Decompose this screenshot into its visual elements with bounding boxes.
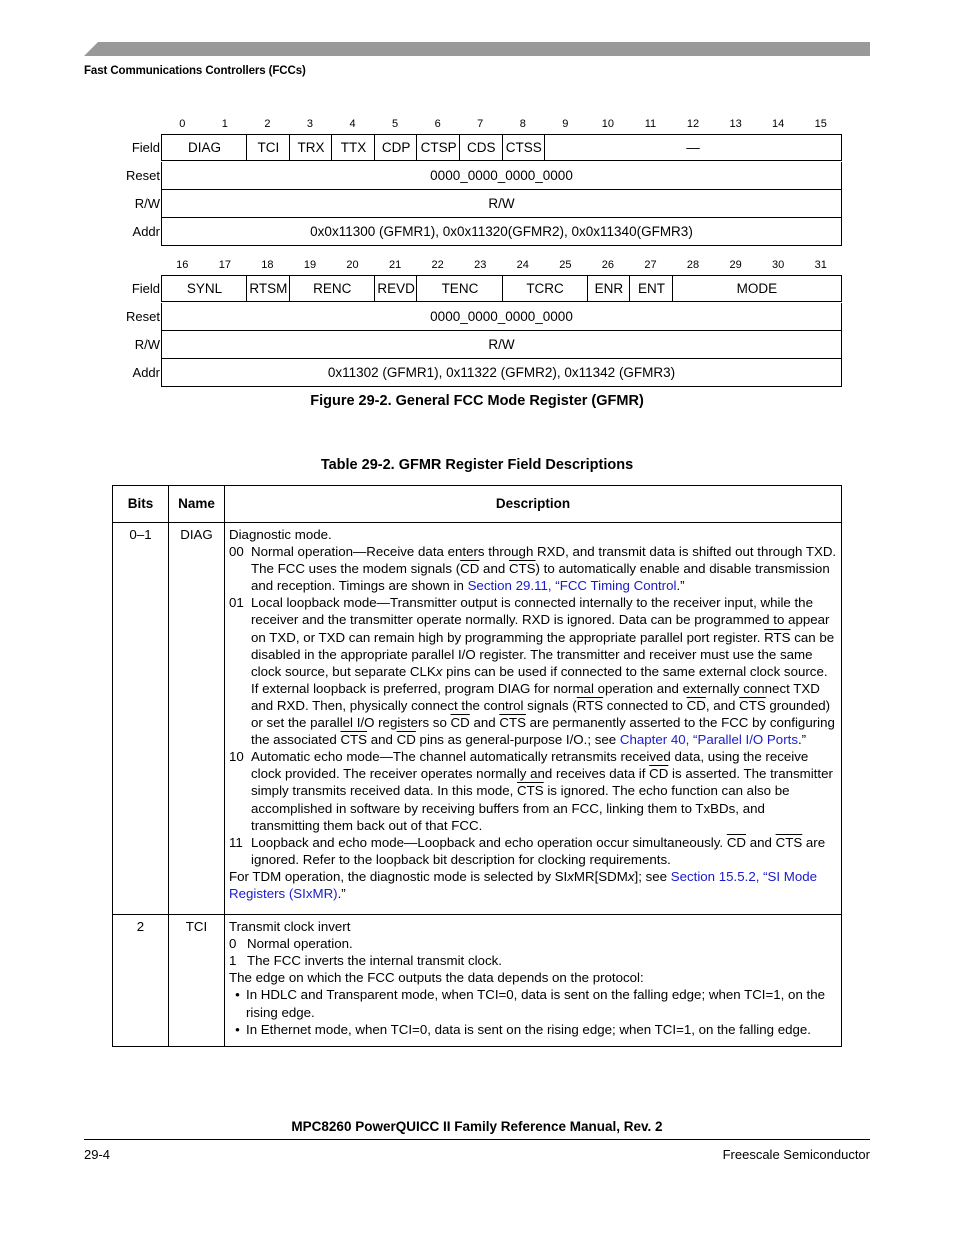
field-description-table — [112, 485, 842, 1047]
bits-cell: 0–1 — [113, 523, 169, 915]
bit-number: 22 — [431, 259, 444, 271]
bit-number: 23 — [474, 259, 487, 271]
footer-title: MPC8260 PowerQUICC II Family Reference Manual, Rev. 2 — [291, 1119, 663, 1134]
option-00: 00 Normal operation—Receive data enters through RXD, and transmit data is shifted out through TXD. The FCC uses the modem signals ($\overline{CD}$ and $\overline{CTS}$) to automatically enable and disable transmission and reception. Timings are shown in Section 29.11, “FCC Timing Control.” — [229, 544, 837, 594]
table-caption: Table 29-2. GFMR Register Field Descriptions — [320, 457, 634, 473]
field-cdp: CDP — [374, 134, 418, 161]
rw-value: R/W — [161, 331, 842, 359]
reset-value: 0000_0000_0000_0000 — [161, 303, 842, 331]
signal-cd: $\overline{CD}$ — [460, 561, 480, 577]
bullet-item: • In Ethernet mode, when TCI=0, data is sent on the rising edge; when TCI=1, on the falling edge. — [229, 1021, 837, 1038]
register-diagram-lower — [112, 257, 842, 387]
bit-number: 12 — [686, 118, 700, 130]
row-label-addr: Addr — [132, 365, 160, 380]
bullet-icon: • — [235, 987, 240, 1003]
bit-numbers — [112, 257, 842, 275]
addr-row — [112, 359, 842, 387]
bit-number: 7 — [477, 118, 484, 130]
option-0: 0 Normal operation. — [229, 936, 353, 952]
field-renc: RENC — [289, 275, 375, 302]
option-01: 01 Local loopback mode—Transmitter output is connected internally to the receiver input, while the receiver and the transmitter operate normally. RXD is ignored. Data can be programmed to appear on TXD, or TXD can remain high by programming the appropriate parallel port register. $\overline{RTS}$ can be disabled in the appropriate parallel I/O register. The transmitter and receiver must use the same clock source, but separate CLKx pins can be used if connected to the same external clock source. — [229, 595, 835, 679]
bit-number: 15 — [814, 118, 827, 130]
option-11: 11 Loopback and echo mode—Loopback and echo operation occur simultaneously. $\overline{CD}$ and $\overline{CTS}$ are ignored. Refer to the loopback bit description for clocking requirements. — [229, 834, 826, 867]
bits-cell: 2 — [113, 915, 169, 1047]
bit-number: 20 — [346, 259, 359, 271]
bit-numbers — [112, 116, 842, 134]
row-label-rw: R/W — [134, 337, 160, 352]
tdm-note: For TDM operation, the diagnostic mode is selected by SIxMR[SDMx]; see Section 15.5.2, “SI Mode Registers (SIxMR).” — [229, 868, 818, 901]
bit-number: 8 — [519, 118, 526, 130]
field-reserved: — — [544, 134, 842, 161]
row-label-reset: Reset — [126, 168, 160, 183]
row-label-field: Field — [131, 140, 160, 155]
bit-number: 5 — [392, 118, 399, 130]
bit-number: 28 — [686, 259, 700, 271]
bit-number: 1 — [221, 118, 228, 130]
field-tenc: TENC — [416, 275, 502, 302]
link-chapter-40[interactable]: Chapter 40, “Parallel I/O Ports — [619, 732, 798, 748]
bit-number: 0 — [179, 118, 186, 130]
protocol-note: The edge on which the FCC outputs the data depends on the protocol: — [229, 970, 644, 986]
field-revd: REVD — [374, 275, 418, 302]
bit-number: 14 — [772, 118, 785, 130]
rw-value: R/W — [161, 190, 842, 218]
bit-number: 29 — [729, 259, 742, 271]
header-name: Name — [169, 486, 225, 523]
register-diagram-upper — [112, 116, 842, 246]
option-1: 1 The FCC inverts the internal transmit clock. — [229, 953, 502, 969]
bit-number: 16 — [176, 259, 189, 271]
bit-number: 10 — [601, 118, 615, 130]
option-10: 10 Automatic echo mode—The channel automatically retransmits received data, using the receive clock provided. The receiver operates normally and receives data if $\overline{CD}$ is asserted. The transmitter simply transmits received data. In this mode, $\overline{CTS}$ is ignored. The echo function can also be accomplished in software by receiving buffers from an FCC, linking them to TxBDs, and transmitting them back out of that FCC. — [229, 749, 833, 833]
description-intro: Transmit clock invert — [229, 919, 351, 935]
field-row — [112, 134, 842, 162]
description-cell — [225, 915, 842, 1047]
bit-number: 21 — [388, 259, 402, 271]
field-ctsp: CTSP — [416, 134, 460, 161]
field-row — [112, 275, 842, 303]
bit-number: 4 — [349, 118, 356, 130]
row-label-addr: Addr — [132, 224, 160, 239]
link-section-15-5-2[interactable]: Section 15.5.2, “SI Mode Registers (SIxMR) — [229, 868, 818, 901]
bit-number: 25 — [559, 259, 572, 271]
description-intro: Diagnostic mode. — [229, 527, 332, 542]
bit-number: 30 — [772, 259, 785, 271]
bit-number: 2 — [264, 118, 271, 130]
bit-number: 27 — [644, 259, 657, 271]
footer-divider — [84, 1139, 870, 1140]
field-tcrc: TCRC — [502, 275, 588, 302]
row-label-rw: R/W — [134, 196, 160, 211]
field-ttx: TTX — [331, 134, 375, 161]
reset-value: 0000_0000_0000_0000 — [161, 162, 842, 190]
name-cell: DIAG — [169, 523, 225, 915]
header-description: Description — [225, 486, 842, 523]
field-cds: CDS — [459, 134, 503, 161]
field-ctss: CTSS — [502, 134, 546, 161]
rw-row — [112, 190, 842, 218]
field-rtsm: RTSM — [246, 275, 290, 302]
field-enr: ENR — [587, 275, 631, 302]
bit-number: 19 — [303, 259, 317, 271]
field-ent: ENT — [629, 275, 673, 302]
chapter-title: Fast Communications Controllers (FCCs) — [84, 65, 306, 77]
field-diag: DIAG — [161, 134, 247, 161]
header-bar — [84, 42, 870, 56]
bit-number: 13 — [729, 118, 742, 130]
bit-number: 9 — [562, 118, 569, 130]
row-label-reset: Reset — [126, 309, 160, 324]
reset-row — [112, 303, 842, 331]
addr-value: 0x11302 (GFMR1), 0x11322 (GFMR2), 0x11342 (GFMR3) — [161, 359, 842, 387]
reset-row — [112, 162, 842, 190]
signal-cts: $\overline{CTS}$ — [508, 561, 536, 577]
bit-number: 26 — [601, 259, 615, 271]
table-row — [113, 523, 842, 915]
bit-number: 17 — [218, 259, 231, 271]
link-section-29-11[interactable]: Section 29.11, “FCC Timing Control — [467, 578, 677, 594]
description-cell — [225, 523, 842, 915]
table-header-row — [113, 486, 842, 523]
bullet-item: • In HDLC and Transparent mode, when TCI=0, data is sent on the falling edge; when TCI=1, on the rising edge. — [229, 986, 837, 1020]
bit-number: 24 — [516, 259, 529, 271]
bit-number: 31 — [814, 259, 827, 271]
bullet-icon: • — [235, 1021, 240, 1037]
row-label-field: Field — [131, 281, 160, 296]
signal-rts: $\overline{RTS}$ — [764, 629, 791, 645]
name-cell: TCI — [169, 915, 225, 1047]
figure-caption: Figure 29-2. General FCC Mode Register (GFMR) — [310, 393, 644, 409]
addr-value: 0x0x11300 (GFMR1), 0x0x11320(GFMR2), 0x0x11340(GFMR3) — [161, 218, 842, 246]
publisher: Freescale Semiconductor — [722, 1147, 870, 1162]
bit-number: 3 — [306, 118, 314, 130]
header-bits: Bits — [113, 486, 169, 523]
field-mode: MODE — [672, 275, 842, 302]
page-number: 29-4 — [84, 1147, 111, 1162]
field-trx: TRX — [289, 134, 333, 161]
bit-number: 6 — [434, 118, 441, 130]
field-tci: TCI — [246, 134, 290, 161]
external-loopback-note: If external loopback is preferred, program DIAG for normal operation and externally connect TXD and RXD. Then, physically connect the control signals ($\overline{RTS}$ connected to $\overline{CD}$, and $\overline{CTS}$ grounded) or set the parallel I/O registers so $\overline{CD}$ and $\overline{CTS}$ are permanently asserted to the FCC by configuring the associated $\overline{CTS}$ and $\overline{CD}$ pins as general-purpose I/O.; see Chapter 40, “Parallel I/O Ports.” — [251, 680, 835, 748]
bit-number: 11 — [644, 118, 657, 130]
addr-row — [112, 218, 842, 246]
field-synl: SYNL — [161, 275, 247, 302]
table-row — [113, 915, 842, 1047]
bit-number: 18 — [261, 259, 274, 271]
rw-row — [112, 331, 842, 359]
